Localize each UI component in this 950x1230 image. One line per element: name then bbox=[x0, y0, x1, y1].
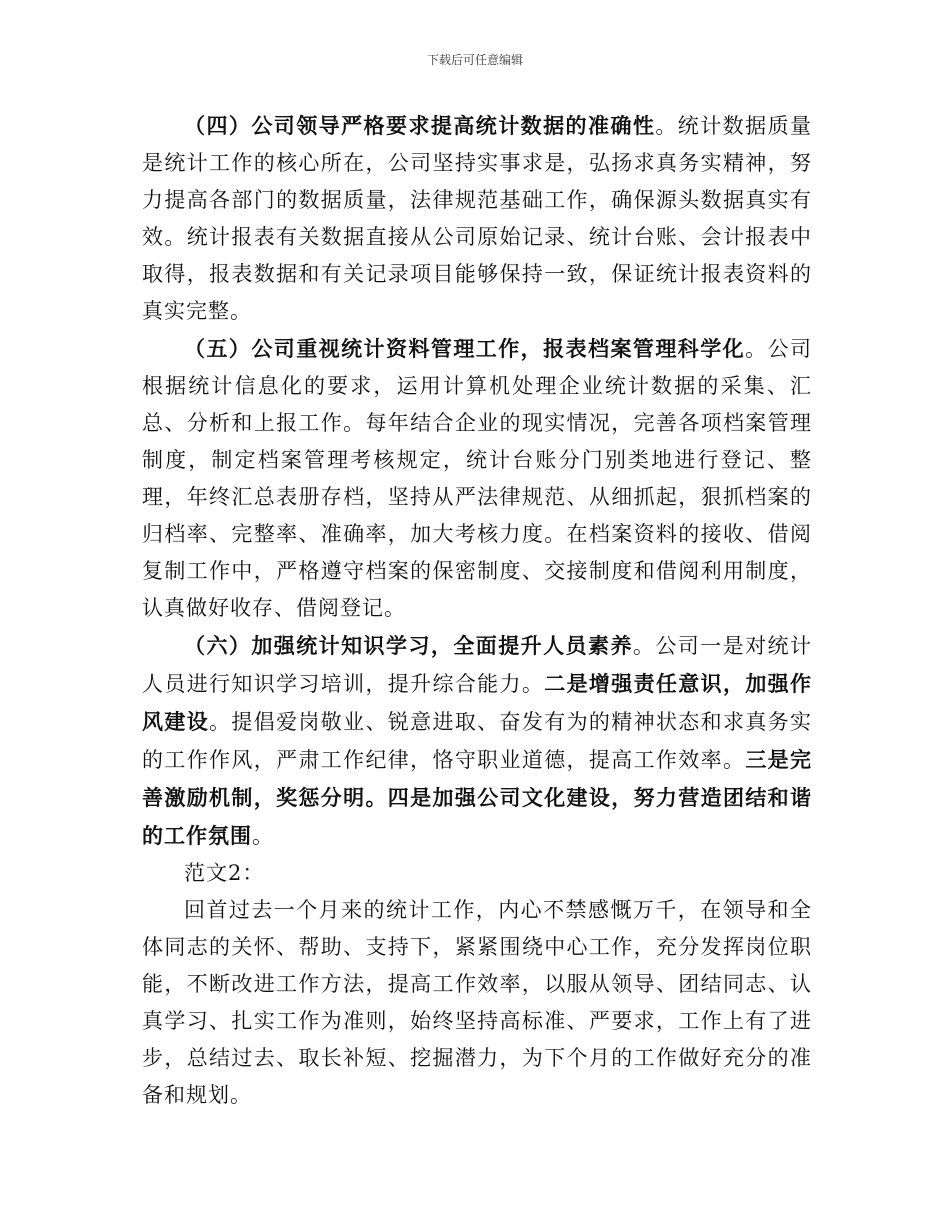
section-6-point3-4: 三是完善激励机制，奖惩分明。四是加强公司文化建设，努力营造团结和谐的工作氛围 bbox=[142, 747, 813, 848]
section-5-heading: （五）公司重视统计资料管理工作，报表档案管理科学化 bbox=[184, 336, 746, 361]
section-6-end: 。 bbox=[252, 824, 274, 848]
section-6-part1: 。公司一是对统计人员进行知识学习培训，提升综合能力。 bbox=[142, 634, 813, 696]
document-body bbox=[142, 107, 812, 1114]
page-header: 下载后可任意编辑 bbox=[426, 53, 523, 67]
paragraph-section-5 bbox=[142, 330, 812, 627]
sample-label: 范文2： bbox=[184, 861, 265, 885]
section-6-part2: 。提倡爱岗敬业、锐意进取、奋发有为的精神状态和求真务实的工作作风，严肃工作纪律，恪守职业道德，提高工作效率。 bbox=[142, 710, 813, 772]
section-4-heading: （四）公司领导严格要求提高统计数据的准确性 bbox=[184, 113, 656, 138]
section-6-heading: （六）加强统计知识学习，全面提升人员素养 bbox=[184, 633, 633, 658]
section-6-point2: 二是增强责任意识，加强作风建设 bbox=[142, 671, 813, 734]
section-4-body: 。统计数据质量是统计工作的核心所在，公司坚持实事求是，弘扬求真务实精神，努力提高各部门的数据质量，法律规范基础工作，确保源头数据真实有效。统计报表有关数据直接从公司原始记录、统计台账、会计报表中取得，报表数据和有关记录项目能够保持一致，保证统计报表资料的真实完整。 bbox=[142, 114, 813, 323]
paragraph-section-4 bbox=[142, 107, 812, 330]
paragraph-sample-2-intro: 回首过去一个月来的统计工作，内心不禁感慨万千，在领导和全体同志的关怀、帮助、支持下，紧紧围绕中心工作，充分发挥岗位职能，不断改进工作方法，提高工作效率，以服从领导、团结同志、认真学习、扎实工作为准则，始终坚持高标准、严要求，工作上有了进步，总结过去、取长补短、挖掘潜力，为下个月的工作做好充分的准备和规划。 bbox=[142, 898, 812, 1107]
section-5-body: 。公司根据统计信息化的要求，运用计算机处理企业统计数据的采集、汇总、分析和上报工作。每年结合企业的现实情况，完善各项档案管理制度，制定档案管理考核规定，统计台账分门别类地进行登记、整理，年终汇总表册存档，坚持从严法律规范、从细抓起，狠抓档案的归档率、完整率、准确率，加大考核力度。在档案资料的接收、借阅复制工作中，严格遵守档案的保密制度、交接制度和借阅利用制度，认真做好收存、借阅登记。 bbox=[142, 337, 812, 620]
paragraph-section-6 bbox=[142, 627, 812, 855]
